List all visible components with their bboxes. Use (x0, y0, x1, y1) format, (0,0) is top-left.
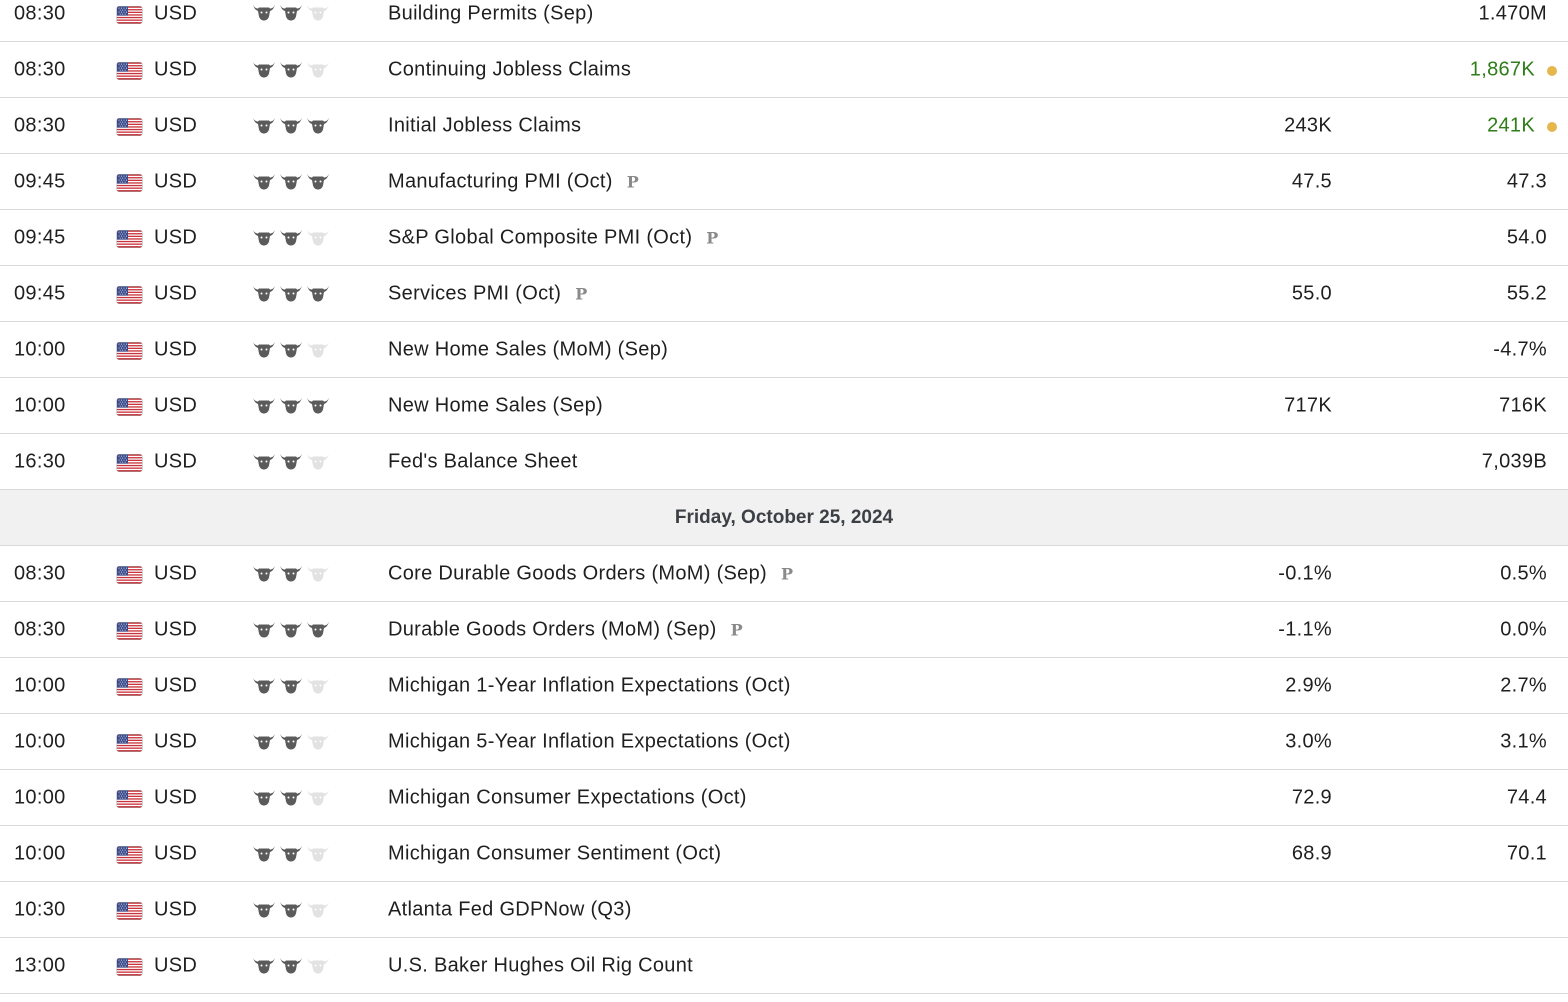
event-currency: USD (154, 730, 198, 753)
event-row[interactable] (0, 154, 1568, 210)
us-flag-icon (117, 399, 142, 416)
bull-icon (306, 116, 330, 135)
event-currency: USD (154, 954, 198, 977)
event-previous: 55.2 (1506, 282, 1547, 305)
bull-icon (306, 676, 330, 695)
bull-icon (306, 788, 330, 807)
event-forecast: -1.1% (1278, 618, 1332, 641)
event-name-text: Manufacturing PMI (Oct) (388, 170, 613, 193)
event-name[interactable] (388, 787, 747, 810)
bull-icon (252, 116, 276, 135)
event-name-text: S&P Global Composite PMI (Oct) (388, 226, 693, 249)
event-currency: USD (154, 786, 198, 809)
event-time: 10:00 (14, 730, 66, 753)
bull-icon (279, 228, 303, 247)
us-flag-icon (117, 455, 142, 472)
event-row[interactable] (0, 546, 1568, 602)
event-name-text: Michigan 5-Year Inflation Expectations (Oct) (388, 730, 791, 753)
bull-icon (306, 844, 330, 863)
bull-icon (306, 956, 330, 975)
preliminary-p-icon[interactable]: P (730, 620, 743, 640)
event-name[interactable] (388, 59, 631, 82)
bull-icon (306, 60, 330, 79)
bull-icon (252, 620, 276, 639)
bull-icon (306, 172, 330, 191)
us-flag-icon (117, 119, 142, 136)
bull-icon (252, 732, 276, 751)
us-flag-icon (117, 567, 142, 584)
event-name-text: New Home Sales (MoM) (Sep) (388, 338, 669, 361)
event-name-text: New Home Sales (Sep) (388, 394, 603, 417)
event-forecast: 72.9 (1291, 786, 1332, 809)
bull-icon (306, 620, 330, 639)
bull-icon (252, 228, 276, 247)
event-name-text: Building Permits (Sep) (388, 2, 594, 25)
event-name[interactable] (388, 339, 668, 362)
event-time: 10:30 (14, 898, 66, 921)
volatility-rating (252, 3, 330, 22)
volatility-rating (252, 172, 330, 191)
event-previous: 1.470M (1478, 2, 1547, 25)
event-name-text: Michigan Consumer Sentiment (Oct) (388, 842, 722, 865)
event-currency: USD (154, 618, 198, 641)
volatility-rating (252, 116, 330, 135)
event-name-text: Continuing Jobless Claims (388, 58, 632, 81)
event-previous: 241K (1487, 114, 1535, 137)
event-row[interactable] (0, 378, 1568, 434)
bull-icon (279, 732, 303, 751)
bull-icon (279, 340, 303, 359)
event-time: 08:30 (14, 2, 66, 25)
us-flag-icon (117, 679, 142, 696)
event-row[interactable] (0, 714, 1568, 770)
event-row[interactable] (0, 602, 1568, 658)
event-forecast: 243K (1284, 114, 1332, 137)
event-name[interactable] (388, 675, 791, 698)
event-previous: 70.1 (1506, 842, 1547, 865)
us-flag-icon (117, 847, 142, 864)
bull-icon (279, 284, 303, 303)
event-forecast: 68.9 (1291, 842, 1332, 865)
event-time: 09:45 (14, 170, 66, 193)
bull-icon (306, 284, 330, 303)
calendar-day-group (0, 0, 1568, 490)
bull-icon (279, 3, 303, 22)
event-currency: USD (154, 282, 198, 305)
us-flag-icon (117, 903, 142, 920)
bull-icon (306, 900, 330, 919)
bull-icon (279, 396, 303, 415)
event-time: 09:45 (14, 226, 66, 249)
volatility-rating (252, 788, 330, 807)
volatility-rating (252, 676, 330, 695)
event-name[interactable] (388, 619, 743, 642)
event-row[interactable] (0, 322, 1568, 378)
event-currency: USD (154, 226, 198, 249)
event-previous: 74.4 (1506, 786, 1547, 809)
bull-icon (279, 620, 303, 639)
event-currency: USD (154, 842, 198, 865)
bull-icon (279, 676, 303, 695)
event-name[interactable] (388, 563, 793, 586)
event-previous: 3.1% (1500, 730, 1547, 753)
revision-dot-icon (1547, 66, 1557, 76)
bull-icon (306, 3, 330, 22)
us-flag-icon (117, 343, 142, 360)
volatility-rating (252, 956, 330, 975)
event-name[interactable] (388, 899, 632, 922)
volatility-rating (252, 452, 330, 471)
event-currency: USD (154, 898, 198, 921)
bull-icon (279, 452, 303, 471)
event-name-text: Michigan 1-Year Inflation Expectations (Oct) (388, 674, 791, 697)
event-time: 10:00 (14, 786, 66, 809)
bull-icon (252, 396, 276, 415)
event-row[interactable] (0, 98, 1568, 154)
volatility-rating (252, 564, 330, 583)
volatility-rating (252, 340, 330, 359)
event-name-text: Durable Goods Orders (MoM) (Sep) (388, 618, 717, 641)
bull-icon (252, 564, 276, 583)
event-time: 10:00 (14, 338, 66, 361)
bull-icon (252, 900, 276, 919)
event-previous: 716K (1499, 394, 1547, 417)
event-name-text: U.S. Baker Hughes Oil Rig Count (388, 954, 693, 977)
bull-icon (306, 396, 330, 415)
bull-icon (306, 732, 330, 751)
event-name-text: Fed's Balance Sheet (388, 450, 578, 473)
bull-icon (279, 900, 303, 919)
bull-icon (306, 340, 330, 359)
event-currency: USD (154, 674, 198, 697)
event-name-text: Initial Jobless Claims (388, 114, 582, 137)
event-currency: USD (154, 338, 198, 361)
bull-icon (279, 172, 303, 191)
bull-icon (252, 844, 276, 863)
event-currency: USD (154, 450, 198, 473)
event-row[interactable] (0, 658, 1568, 714)
bull-icon (252, 60, 276, 79)
event-name-text: Michigan Consumer Expectations (Oct) (388, 786, 747, 809)
volatility-rating (252, 620, 330, 639)
event-previous: 1,867K (1469, 58, 1535, 81)
event-name[interactable] (388, 283, 588, 306)
event-currency: USD (154, 58, 198, 81)
bull-icon (279, 788, 303, 807)
bull-icon (252, 956, 276, 975)
volatility-rating (252, 844, 330, 863)
bull-icon (279, 956, 303, 975)
calendar-day-group (0, 546, 1568, 994)
us-flag-icon (117, 959, 142, 976)
event-previous: 7,039B (1481, 450, 1547, 473)
event-previous: -4.7% (1493, 338, 1547, 361)
event-row[interactable] (0, 266, 1568, 322)
us-flag-icon (117, 63, 142, 80)
event-name-text: Services PMI (Oct) (388, 282, 562, 305)
preliminary-p-icon[interactable]: P (626, 172, 640, 192)
event-time: 10:00 (14, 842, 66, 865)
event-row[interactable] (0, 210, 1568, 266)
event-previous: 0.0% (1500, 618, 1547, 641)
date-header-row (0, 490, 1568, 546)
us-flag-icon (117, 7, 142, 24)
us-flag-icon (117, 623, 142, 640)
event-currency: USD (154, 2, 198, 25)
event-forecast: 3.0% (1285, 730, 1332, 753)
event-name[interactable] (388, 395, 603, 418)
bull-icon (306, 228, 330, 247)
volatility-rating (252, 732, 330, 751)
event-previous: 0.5% (1500, 562, 1547, 585)
bull-icon (279, 844, 303, 863)
event-time: 13:00 (14, 954, 66, 977)
event-name[interactable] (388, 3, 594, 26)
event-row[interactable] (0, 0, 1568, 42)
volatility-rating (252, 900, 330, 919)
event-row[interactable] (0, 770, 1568, 826)
event-previous: 47.3 (1506, 170, 1547, 193)
event-forecast: 717K (1284, 394, 1332, 417)
volatility-rating (252, 284, 330, 303)
bull-icon (306, 452, 330, 471)
event-name-text: Core Durable Goods Orders (MoM) (Sep) (388, 562, 767, 585)
bull-icon (252, 3, 276, 22)
event-row[interactable] (0, 882, 1568, 938)
event-name[interactable] (388, 843, 721, 866)
event-time: 08:30 (14, 562, 66, 585)
bull-icon (279, 564, 303, 583)
bull-icon (252, 172, 276, 191)
us-flag-icon (117, 735, 142, 752)
event-time: 08:30 (14, 114, 66, 137)
us-flag-icon (117, 231, 142, 248)
date-header-label: Friday, October 25, 2024 (674, 507, 894, 528)
volatility-rating (252, 396, 330, 415)
preliminary-p-icon[interactable]: P (575, 284, 588, 304)
volatility-rating (252, 60, 330, 79)
event-time: 08:30 (14, 58, 66, 81)
bull-icon (279, 116, 303, 135)
bull-icon (252, 284, 276, 303)
event-row[interactable] (0, 42, 1568, 98)
event-currency: USD (154, 562, 198, 585)
event-forecast: 47.5 (1291, 170, 1332, 193)
bull-icon (252, 340, 276, 359)
event-currency: USD (154, 114, 198, 137)
event-currency: USD (154, 170, 198, 193)
event-previous: 54.0 (1506, 226, 1547, 249)
event-name[interactable] (388, 451, 578, 474)
event-name[interactable] (388, 227, 719, 250)
event-currency: USD (154, 394, 198, 417)
event-forecast: -0.1% (1278, 562, 1332, 585)
event-name-text: Atlanta Fed GDPNow (Q3) (388, 898, 632, 921)
event-time: 10:00 (14, 394, 66, 417)
us-flag-icon (117, 791, 142, 808)
preliminary-p-icon[interactable]: P (706, 228, 719, 248)
volatility-rating (252, 228, 330, 247)
event-time: 08:30 (14, 618, 66, 641)
event-time: 10:00 (14, 674, 66, 697)
bull-icon (252, 452, 276, 471)
event-row[interactable] (0, 434, 1568, 490)
event-row[interactable] (0, 938, 1568, 994)
preliminary-p-icon[interactable]: P (781, 564, 794, 584)
bull-icon (252, 788, 276, 807)
event-forecast: 2.9% (1285, 674, 1332, 697)
revision-dot-icon (1547, 122, 1557, 132)
event-previous: 2.7% (1500, 674, 1547, 697)
event-time: 16:30 (14, 450, 66, 473)
event-name[interactable] (388, 115, 581, 138)
event-row[interactable] (0, 826, 1568, 882)
event-name[interactable] (388, 731, 791, 754)
us-flag-icon (117, 175, 142, 192)
us-flag-icon (117, 287, 142, 304)
bull-icon (306, 564, 330, 583)
bull-icon (279, 60, 303, 79)
event-name[interactable] (388, 171, 639, 194)
event-forecast: 55.0 (1291, 282, 1332, 305)
bull-icon (252, 676, 276, 695)
event-name[interactable] (388, 955, 693, 978)
event-time: 09:45 (14, 282, 66, 305)
